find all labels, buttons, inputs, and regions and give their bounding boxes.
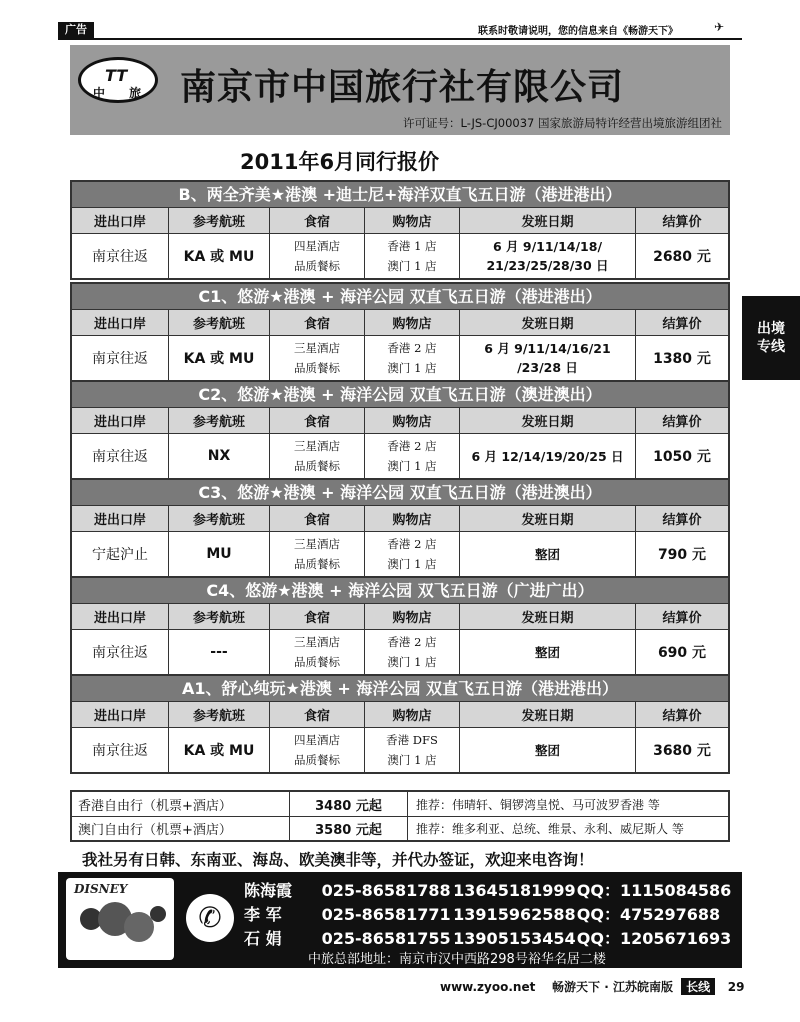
dates-cell xyxy=(460,532,636,576)
contact-mobile[interactable]: 13645181999 xyxy=(453,881,576,900)
disney-image xyxy=(66,878,174,960)
table-row xyxy=(72,531,728,576)
col-header-lodging: 食宿 xyxy=(270,604,365,629)
col-header-lodging: 食宿 xyxy=(270,506,365,531)
port-cell: 南京往返 xyxy=(72,336,169,380)
table-header-row xyxy=(72,701,728,727)
meal-standard: 品质餐标 xyxy=(294,459,340,473)
col-header-price: 结算价 xyxy=(662,415,702,430)
price-cell: 790 元 xyxy=(657,547,707,563)
license-number: 许可证号：L-JS-CJ00037 国家旅游局特许经营出境旅游组团社 xyxy=(403,116,722,130)
free-travel-price: 3480 元起 xyxy=(290,792,408,816)
col-header-lodging: 食宿 xyxy=(270,408,365,433)
col-header-dates: 发班日期 xyxy=(460,310,636,335)
route-title: C4、悠游★港澳 + 海洋公园 双飞五日游（广进广出） xyxy=(72,578,728,603)
col-header-flight: 参考航班 xyxy=(169,208,270,233)
contact-qq: QQ：1115084586 xyxy=(576,881,732,900)
col-header-port: 进出口岸 xyxy=(72,310,169,335)
meal-standard: 品质餐标 xyxy=(294,557,340,571)
hotel-level: 三星酒店 xyxy=(294,439,340,453)
flight-cell: KA 或 MU xyxy=(169,234,270,278)
col-header-lodging: 食宿 xyxy=(270,702,365,727)
dates-line1: 整团 xyxy=(534,742,560,758)
meal-standard: 品质餐标 xyxy=(294,361,340,375)
shop-hk: 香港 2 店 xyxy=(387,341,437,355)
col-header-shops: 购物店 xyxy=(365,208,460,233)
price-cell: 1380 元 xyxy=(653,351,711,367)
col-header-port: 进出口岸 xyxy=(72,506,169,531)
shops-cell xyxy=(365,532,460,576)
section-label: 长线 xyxy=(681,978,715,995)
shops-cell xyxy=(365,728,460,772)
company-header xyxy=(70,45,730,135)
price-cell: 3680 元 xyxy=(653,743,711,759)
col-header-shops: 购物店 xyxy=(365,310,460,335)
shop-hk: 香港 2 店 xyxy=(387,635,437,649)
dates-cell xyxy=(460,234,636,278)
ad-label: 广告 xyxy=(58,22,94,38)
table-header-row xyxy=(72,505,728,531)
col-header-price: 结算价 xyxy=(662,317,702,332)
contact-tel[interactable]: 025-86581771 xyxy=(321,905,451,924)
contact-qq: QQ：475297688 xyxy=(576,905,721,924)
table-header-row xyxy=(72,207,728,233)
col-header-port: 进出口岸 xyxy=(72,408,169,433)
route-title: A1、舒心纯玩★港澳 + 海洋公园 双直飞五日游（港进港出） xyxy=(72,676,728,701)
shop-hk: 香港 DFS xyxy=(386,733,438,747)
promo-text: 我社另有日韩、东南亚、海岛、欧美澳非等，并代办签证，欢迎来电咨询！ xyxy=(82,851,594,869)
price-cell: 690 元 xyxy=(657,645,707,661)
dates-cell xyxy=(460,336,636,380)
page-footer xyxy=(440,978,744,995)
shop-hk: 香港 2 店 xyxy=(387,439,437,453)
table-row xyxy=(72,727,728,772)
col-header-dates: 发班日期 xyxy=(460,702,636,727)
route-table xyxy=(70,282,730,382)
contact-name: 李 军 xyxy=(244,905,282,924)
col-header-price: 结算价 xyxy=(662,611,702,626)
route-title: C1、悠游★港澳 + 海洋公园 双直飞五日游（港进港出） xyxy=(72,284,728,309)
shops-cell xyxy=(365,336,460,380)
col-header-shops: 购物店 xyxy=(365,506,460,531)
free-travel-price: 3580 元起 xyxy=(290,817,408,840)
contact-name: 陈海霞 xyxy=(244,881,293,900)
price-cell: 2680 元 xyxy=(653,249,711,265)
shop-hk: 香港 2 店 xyxy=(387,537,437,551)
contact-mobile[interactable]: 13905153454 xyxy=(453,929,576,948)
table-row xyxy=(72,335,728,380)
flight-cell: MU xyxy=(169,532,270,576)
col-header-flight: 参考航班 xyxy=(169,604,270,629)
route-table xyxy=(70,180,730,280)
contact-tel[interactable]: 025-86581755 xyxy=(321,929,451,948)
col-header-dates: 发班日期 xyxy=(460,408,636,433)
col-header-dates: 发班日期 xyxy=(460,506,636,531)
flight-cell: --- xyxy=(169,630,270,674)
shop-macau: 澳门 1 店 xyxy=(387,655,437,669)
dates-line2: 21/23/25/28/30 日 xyxy=(486,258,609,273)
shop-macau: 澳门 1 店 xyxy=(387,361,437,375)
port-cell: 南京往返 xyxy=(72,234,169,278)
route-table xyxy=(70,478,730,578)
meal-standard: 品质餐标 xyxy=(294,655,340,669)
disney-logo: DISNEY xyxy=(74,882,128,896)
dates-cell xyxy=(460,728,636,772)
port-cell: 南京往返 xyxy=(72,728,169,772)
dates-line1: 整团 xyxy=(534,644,560,660)
port-cell: 宁起沪止 xyxy=(72,532,169,576)
col-header-port: 进出口岸 xyxy=(72,208,169,233)
table-row xyxy=(72,816,728,840)
company-logo-icon xyxy=(78,57,158,103)
flight-cell: NX xyxy=(169,434,270,478)
dates-cell xyxy=(460,630,636,674)
table-row xyxy=(72,792,728,816)
meal-standard: 品质餐标 xyxy=(294,259,340,273)
hotel-level: 四星酒店 xyxy=(294,733,340,747)
col-header-lodging: 食宿 xyxy=(270,208,365,233)
dates-line1: 6 月 12/14/19/20/25 日 xyxy=(471,448,624,464)
free-travel-recommend: 推荐：维多利亚、总统、维景、永利、威尼斯人 等 xyxy=(416,822,684,836)
route-table xyxy=(70,674,730,774)
divider xyxy=(58,38,742,40)
page-title: 2011年6月同行报价 xyxy=(240,150,440,174)
section-tab-line2: 专线 xyxy=(757,339,785,355)
port-cell: 南京往返 xyxy=(72,630,169,674)
shop-macau: 澳门 1 店 xyxy=(387,557,437,571)
phone-icon: ✆ xyxy=(186,894,234,942)
col-header-port: 进出口岸 xyxy=(72,604,169,629)
col-header-price: 结算价 xyxy=(662,709,702,724)
section-tab xyxy=(742,296,800,380)
table-row xyxy=(72,233,728,278)
shop-hk: 香港 1 店 xyxy=(387,239,437,253)
dates-line1: 整团 xyxy=(534,546,560,562)
col-header-price: 结算价 xyxy=(662,513,702,528)
lodging-cell xyxy=(270,728,365,772)
table-header-row xyxy=(72,309,728,335)
source-note: 联系时敬请说明，您的信息来自《畅游天下》 xyxy=(478,26,678,37)
lodging-cell xyxy=(270,234,365,278)
col-header-lodging: 食宿 xyxy=(270,310,365,335)
flight-cell: KA 或 MU xyxy=(169,728,270,772)
lodging-cell xyxy=(270,630,365,674)
logo-letters: TT xyxy=(105,66,128,85)
col-header-shops: 购物店 xyxy=(365,604,460,629)
page-number: 29 xyxy=(727,980,745,994)
free-travel-table xyxy=(70,790,730,842)
shops-cell xyxy=(365,630,460,674)
col-header-flight: 参考航班 xyxy=(169,408,270,433)
dates-cell xyxy=(460,434,636,478)
route-title: B、两全齐美★港澳 +迪士尼+海洋双直飞五日游（港进港出） xyxy=(72,182,728,207)
route-table xyxy=(70,576,730,676)
route-title: C3、悠游★港澳 + 海洋公园 双直飞五日游（港进澳出） xyxy=(72,480,728,505)
website-link[interactable]: www.zyoo.net xyxy=(440,980,536,994)
price-cell: 1050 元 xyxy=(653,449,711,465)
col-header-flight: 参考航班 xyxy=(169,702,270,727)
table-row xyxy=(72,433,728,478)
table-row xyxy=(72,629,728,674)
table-header-row xyxy=(72,603,728,629)
section-tab-line1: 出境 xyxy=(757,321,785,337)
office-address: 中旅总部地址：南京市汉中西路298号裕华名居二楼 xyxy=(308,952,606,967)
col-header-price: 结算价 xyxy=(662,215,702,230)
route-title: C2、悠游★港澳 + 海洋公园 双直飞五日游（澳进澳出） xyxy=(72,382,728,407)
contact-row xyxy=(244,926,731,949)
col-header-dates: 发班日期 xyxy=(460,604,636,629)
dates-line1: 6 月 9/11/14/18/ xyxy=(492,239,603,254)
dates-line2: /23/28 日 xyxy=(517,360,578,375)
contact-tel[interactable]: 025-86581788 xyxy=(321,881,451,900)
table-header-row xyxy=(72,407,728,433)
col-header-flight: 参考航班 xyxy=(169,506,270,531)
contact-row xyxy=(244,878,731,901)
col-header-dates: 发班日期 xyxy=(460,208,636,233)
free-travel-name: 澳门自由行（机票+酒店） xyxy=(72,817,290,840)
hotel-level: 三星酒店 xyxy=(294,341,340,355)
col-header-shops: 购物店 xyxy=(365,702,460,727)
hotel-level: 三星酒店 xyxy=(294,635,340,649)
contact-row xyxy=(244,902,720,925)
minnie-ear-icon xyxy=(150,906,166,922)
free-travel-recommend: 推荐：伟晴轩、铜锣湾皇悦、马可波罗香港 等 xyxy=(416,797,660,812)
contact-qq: QQ：1205671693 xyxy=(576,929,732,948)
lodging-cell xyxy=(270,336,365,380)
dates-line1: 6 月 9/11/14/16/21 xyxy=(484,341,611,356)
shop-macau: 澳门 1 店 xyxy=(387,259,437,273)
route-table xyxy=(70,380,730,480)
company-name: 南京市中国旅行社有限公司 xyxy=(180,67,625,108)
shops-cell xyxy=(365,434,460,478)
shops-cell xyxy=(365,234,460,278)
plane-icon: ✈ xyxy=(714,20,725,34)
shop-macau: 澳门 1 店 xyxy=(387,459,437,473)
lodging-cell xyxy=(270,532,365,576)
col-header-flight: 参考航班 xyxy=(169,310,270,335)
contact-band xyxy=(58,872,742,968)
flight-cell: KA 或 MU xyxy=(169,336,270,380)
col-header-shops: 购物店 xyxy=(365,408,460,433)
port-cell: 南京往返 xyxy=(72,434,169,478)
shop-macau: 澳门 1 店 xyxy=(387,753,437,767)
contact-mobile[interactable]: 13915962588 xyxy=(453,905,576,924)
free-travel-name: 香港自由行（机票+酒店） xyxy=(72,792,290,816)
lodging-cell xyxy=(270,434,365,478)
meal-standard: 品质餐标 xyxy=(294,753,340,767)
hotel-level: 三星酒店 xyxy=(294,537,340,551)
edition-label: 畅游天下 · 江苏皖南版 xyxy=(552,980,673,994)
logo-text: 中 旅 xyxy=(93,86,152,100)
hotel-level: 四星酒店 xyxy=(294,239,340,253)
top-strip xyxy=(0,0,800,40)
col-header-port: 进出口岸 xyxy=(72,702,169,727)
contact-name: 石 娟 xyxy=(244,929,282,948)
